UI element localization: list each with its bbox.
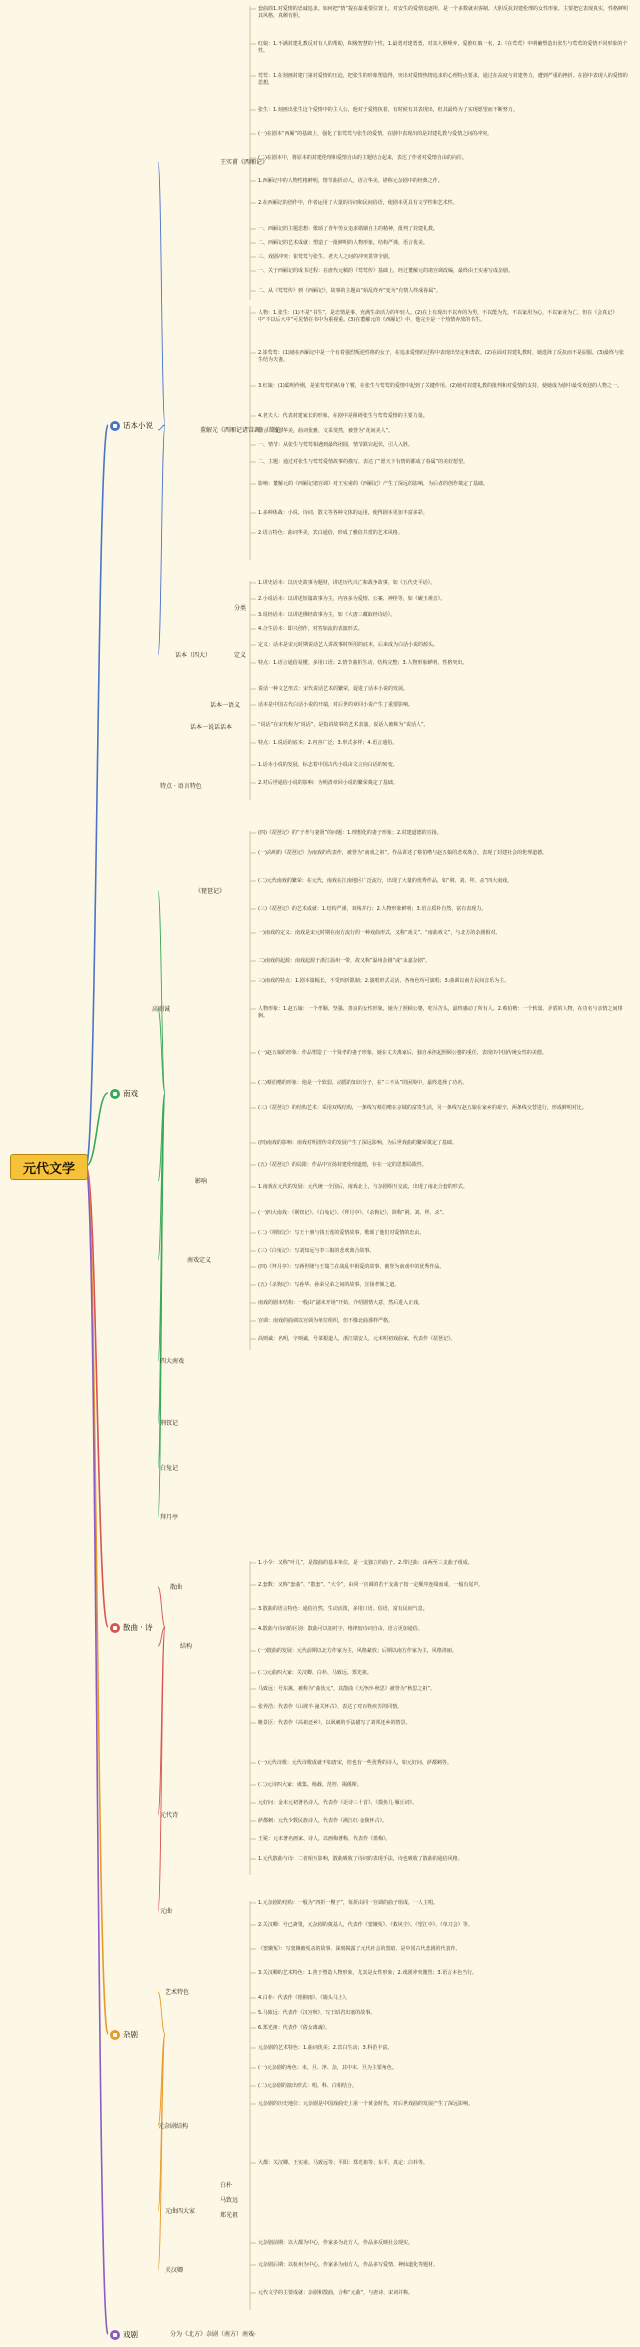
text-block: (一)散曲的发展：元代前期以北方作家为主，风格豪放；后期以南方作家为主，风格清丽。 bbox=[258, 1648, 457, 1654]
node-mazhi[interactable]: 马致远 bbox=[220, 2197, 239, 2204]
text-block: 4.老夫人：代表封建家长的形象，在剧中是阻碍张生与莺莺爱情的主要力量。 bbox=[258, 413, 428, 419]
book-icon bbox=[110, 421, 120, 431]
node-fenlei[interactable]: 分类 bbox=[234, 605, 247, 612]
text-block: (三)《琵琶记》的艺术成就：1.结构严谨，双线并行；2.人物形象鲜明；3.语言质朴自然，富有表现力。 bbox=[258, 906, 487, 912]
connector-line bbox=[158, 1627, 165, 1911]
text-block: 1.话本小说的发展，标志着中国古代小说由文言向白话的转变。 bbox=[258, 762, 398, 768]
scroll-icon bbox=[110, 1623, 120, 1633]
branch-xiju[interactable] bbox=[110, 2329, 138, 2340]
text-block: 2.崔莺莺：(1)她在西厢记中是一个有着强烈叛逆性格的女子，在追求爱情的过程中表现出坚定和勇敢。(2)在面对封建礼教时，她选择了反抗而不是屈服。(3)最终与张生结为夫妻。 bbox=[258, 350, 625, 364]
node-jingchai[interactable]: 荆钗记 bbox=[160, 1420, 179, 1427]
text-block: 3.红娘：(1)聪明伶俐，是崔莺莺的贴身丫鬟，在张生与莺莺的爱情中起到了关键作用。(2)她对封建礼教的批判和对爱情的支持，使她成为剧中最受欢迎的人物之一。 bbox=[258, 383, 622, 389]
stage-icon bbox=[110, 2330, 120, 2340]
text-block: 4.合生话本：即兴创作，对答如流的表演形式。 bbox=[258, 626, 363, 632]
text-block: 元杂剧前期：以大都为中心，作家多为北方人，作品多反映社会现实。 bbox=[258, 2240, 414, 2246]
text-block: (一)高明的《琵琶记》为南戏的代表作，被誉为“南戏之祖”。作品讲述了蔡伯喈与赵五娘的悲欢离合，表现了封建社会的伦理道德。 bbox=[258, 850, 548, 856]
text-block: 三、戏剧冲突：崔莺莺与张生、老夫人之间的冲突贯穿全剧。 bbox=[258, 254, 394, 260]
text-block: (一)四大南戏：《荆钗记》、《白兔记》、《拜月亭》、《杀狗记》，简称“荆、刘、拜、杀”。 bbox=[258, 1210, 448, 1216]
branch-label: 戏剧 bbox=[123, 2330, 138, 2339]
node-pipa[interactable]: 《琵琶记》 bbox=[195, 888, 226, 895]
node-zhengguang[interactable]: 郑光祖 bbox=[220, 2212, 239, 2219]
text-block: 二、西厢记的艺术成就：塑造了一批鲜明的人物形象，结构严谨，语言优美。 bbox=[258, 240, 429, 246]
mask-icon bbox=[110, 2030, 120, 2040]
node-sida-nanxi[interactable]: 四大南戏 bbox=[160, 1358, 185, 1365]
text-block: 大都：关汉卿、王实甫、马致远等；平阳：郑光祖等；东平、真定：白朴等。 bbox=[258, 2160, 429, 2166]
node-yuanshi[interactable]: 元代诗 bbox=[160, 1812, 179, 1819]
text-block: 二)南戏的起源：南戏起源于浙江温州一带，故又称“温州杂剧”或“永嘉杂剧”。 bbox=[258, 958, 431, 964]
text-block: (二)元诗四大家：虞集、杨载、范梈、揭傒斯。 bbox=[258, 1782, 362, 1788]
node-wangshi-xixiang[interactable]: 王实甫《西厢记》 bbox=[220, 159, 269, 166]
text-block: 2.语言特色：曲词华美，宾白通俗，形成了雅俗共赏的艺术风格。 bbox=[258, 530, 403, 536]
node-yingxiang[interactable]: 影响 bbox=[195, 1178, 208, 1185]
text-block: 4.散曲与诗词的区别：散曲可以加衬字，格律较诗词自由，语言更加通俗。 bbox=[258, 1626, 423, 1632]
connector-line bbox=[86, 1166, 108, 2334]
text-block: 1.小令：又称“叶儿”，是散曲的基本单位，是一支独立的曲子。2.带过曲：由两至三支曲子组成。 bbox=[258, 1560, 473, 1566]
text-block: 睢景臣：代表作《高祖还乡》，以讽刺的手法描写了刘邦还乡的情景。 bbox=[258, 1720, 411, 1726]
branch-zaju[interactable] bbox=[110, 2029, 138, 2040]
text-block: 张生：1.刻画出张生这个爱情中的主人公，他对于爱情执着，有时候有其表现出，但其最终为了实现愿望而不断努力。 bbox=[258, 107, 518, 113]
text-block: 3.说经话本：以讲述佛经故事为主，如《大唐三藏取经诗话》。 bbox=[258, 612, 396, 618]
connector-line bbox=[86, 1166, 108, 2034]
node-gaozeming[interactable]: 高则诚 bbox=[152, 1006, 171, 1013]
connector-line bbox=[158, 162, 165, 425]
text-block: 5.马致远：代表作《汉宫秋》，写王昭君出塞的故事。 bbox=[258, 2010, 376, 2016]
text-block: 红娘：1.不满封建礼教反对有人的帮助，积极智慧的个性，1.最勇对建勇勇，对其大胆唾弃，爱推红娘一名，2.《在莺莺》中明确塑造出张生与莺莺的爱情不同形象的个性。 bbox=[258, 41, 628, 55]
text-block: (二)元杂剧的演出形式：唱、科、白相结合。 bbox=[258, 2083, 357, 2089]
text-block: (一)赵五娘的形象：作品塑造了一个贤孝的妻子形象，她在丈夫离家后，独自承担起照顾公婆的重任，表现出中国传统女性的美德。 bbox=[258, 1050, 547, 1056]
node-huaben-shuohua[interactable]: 话本一说话话本 bbox=[190, 724, 233, 731]
text-block: 人物形象：1.赵五娘：一个孝顺、坚强、善良的女性形象，她为了照顾公婆，吃尽苦头，最终感动了所有人。2.蔡伯喈：一个软弱、矛盾的人物，在功名与亲情之间徘徊。 bbox=[258, 1006, 623, 1020]
text-block: 4.白朴：代表作《梧桐雨》、《墙头马上》。 bbox=[258, 1995, 351, 2001]
node-zaju-jiegou[interactable]: 元杂剧结构 bbox=[158, 2123, 189, 2130]
text-block: 二、主题：通过对张生与莺莺爱情故事的描写，表达了“愿天下有情的都成了眷属”的美好愿望。 bbox=[258, 459, 469, 465]
connector-line bbox=[158, 425, 165, 430]
text-block: 二、从《莺莺传》到《西厢记》，故事的主题由“始乱终弃”变为“有情人终成眷属”。 bbox=[258, 288, 441, 294]
text-block: (四)南戏的影响：南戏对明清传奇的发展产生了深远影响，为后世戏曲的繁荣奠定了基础。 bbox=[258, 1140, 457, 1146]
text-block: 王冕：元末著名画家、诗人，以画梅著称，代表作《墨梅》。 bbox=[258, 1836, 391, 1842]
connector-line bbox=[158, 891, 165, 1093]
text-block: (一)元杂剧的角色：末、旦、净、杂，其中末、旦为主要角色。 bbox=[258, 2065, 397, 2071]
text-block: 3.散曲的语言特色：通俗自然，生动活泼，多用口语、俗语，富有民间气息。 bbox=[258, 1606, 428, 1612]
root-node[interactable]: 元代文学 bbox=[10, 1154, 88, 1180]
theater-icon bbox=[110, 1089, 120, 1099]
text-block: (三)《琵琶记》的结构艺术：采用双线结构，一条线写蔡伯喈在京城的富贵生活，另一条线写赵五娘在家乡的艰辛，两条线交替进行，形成鲜明对比。 bbox=[258, 1105, 587, 1111]
text-block: 特点：1.语言通俗易懂，多用口语；2.情节曲折生动，结构完整；3.人物形象鲜明，性格突出。 bbox=[258, 660, 468, 666]
text-block: 高则诚：名明，字则诚，号菜根道人，浙江瑞安人，元末明初戏曲家，代表作《琵琶记》。 bbox=[258, 1336, 456, 1342]
branch-label: 散曲 · 诗 bbox=[123, 1623, 153, 1632]
node-huaben-sida[interactable]: 话本（四大） bbox=[175, 652, 212, 659]
text-block: 南戏的剧本结构：一般由“副末开场”开始，介绍剧情大意，然后进入正戏。 bbox=[258, 1300, 424, 1306]
text-block: 一、关于西厢记的成书过程：在唐代元稹的《莺莺传》基础上，经过董解元的诸宫调改编，最终由王实甫写成杂剧。 bbox=[258, 268, 514, 274]
branch-label: 南戏 bbox=[123, 1089, 138, 1098]
text-block: (一)元代诗歌：元代诗歌成就不如唐宋，但也有一些优秀的诗人，如元好问、萨都剌等。 bbox=[258, 1760, 452, 1766]
text-block: 话本是中国古代白话小说的开端，对后世的章回小说产生了重要影响。 bbox=[258, 702, 414, 708]
text-block: 马致远：号东篱，被称为“曲状元”，其散曲《天净沙·秋思》被誉为“秋思之祖”。 bbox=[258, 1686, 435, 1692]
node-dong-xixiang[interactable]: 董解元《西厢记诸宫调》（简论） bbox=[200, 427, 288, 434]
text-block: 2.套数：又称“套曲”、“散套”、“大令”，由同一宫调的若干支曲子按一定顺序连缀而成，一般有尾声。 bbox=[258, 1582, 484, 1588]
text-block: (五)《杀狗记》：写孙华、孙荣兄弟之间的故事，宣扬孝悌之道。 bbox=[258, 1282, 400, 1288]
node-nanxi-def[interactable]: 南戏定义 bbox=[187, 1257, 212, 1264]
branch-nanxi[interactable] bbox=[110, 1088, 138, 1099]
text-block: 特点：1.说话的底本；2.内容广泛；3.形式多样；4.语言通俗。 bbox=[258, 740, 398, 746]
text-block: 1.讲史话本：以历史故事为题材，讲述历代兴亡和战争故事，如《五代史平话》。 bbox=[258, 580, 436, 586]
text-block: 张养浩：代表作《山坡羊·潼关怀古》，表达了对百姓疾苦的同情。 bbox=[258, 1704, 403, 1710]
text-block: 2.关汉卿：号已斋叟，元杂剧的奠基人，代表作《窦娥冤》、《救风尘》、《望江亭》、《单刀会》等。 bbox=[258, 1922, 473, 1928]
text-block: (五)《琵琶记》的局限：作品中宣扬封建伦理道德，存在一定的思想局限性。 bbox=[258, 1162, 427, 1168]
text-block: (一)在剧本“西厢”的基础上，强化了崔莺莺与张生的爱情，在剧中表现出的是封建礼教与爱情之间的冲突。 bbox=[258, 131, 493, 137]
text-block: 影响：董解元的《西厢记诸宫调》对王实甫的《西厢记》产生了深远的影响，为后者的创作奠定了基础。 bbox=[258, 481, 489, 487]
text-block: 三)南戏的特点：1.剧本篇幅长，不受四折限制；2.演唱形式灵活，各角色均可演唱；3.曲调以南方民间音乐为主。 bbox=[258, 978, 510, 984]
text-block: 元杂剧的艺术特色：1.曲词优美；2.宾白生动；3.科范丰富。 bbox=[258, 2045, 393, 2051]
text-block: 1.元杂剧的结构：一般为“四折一楔子”，每折由同一宫调的曲子组成，一人主唱。 bbox=[258, 1900, 438, 1906]
node-four-masters[interactable]: 元曲四大家 bbox=[165, 2208, 196, 2215]
text-block: 1.多种体裁：小说、诗词、散文等各种文体的运用，使得剧本更加丰富多彩。 bbox=[258, 510, 428, 516]
text-block: 莺莺：1.在刻画封建门第对爱情的压迫，把张生的形象塑造得，突出对爱情热情追求的心理特点要求，通过在高度与封建势力，遭到严重的挫折。在剧中表现人的爱情的思想， bbox=[258, 73, 628, 87]
branch-sanqu-shi[interactable] bbox=[110, 1622, 153, 1633]
branch-huaben[interactable] bbox=[110, 420, 153, 431]
node-yuanqu[interactable]: 元曲 bbox=[160, 1908, 173, 1915]
node-yishu[interactable]: 艺术特色 bbox=[165, 1989, 190, 1996]
connector-line bbox=[86, 425, 108, 1166]
connector-line bbox=[158, 1587, 165, 1627]
text-block: 分为《北方》杂剧（南方）南戏 bbox=[170, 2331, 255, 2338]
text-block: 1.元代散曲与诗：二者相互影响，散曲吸收了诗词的表现手法，诗也吸收了散曲的通俗风格。 bbox=[258, 1856, 463, 1862]
text-block: 元代文学的主要成就：杂剧和散曲，合称“元曲”，与唐诗、宋词并称。 bbox=[258, 2290, 414, 2296]
text-block: 1.西厢记中的人物性格鲜明，情节曲折动人，语言华美，堪称元杂剧中的经典之作。 bbox=[258, 178, 443, 184]
node-dingyi[interactable]: 定义 bbox=[234, 652, 247, 659]
text-block: 定义：话本是宋元时期说话艺人讲故事时所用的底本，后来成为白话小说的源头。 bbox=[258, 642, 439, 648]
text-block: 1.南戏在元代的发展：元代统一全国后，南戏北上，与杂剧相互交流，出现了南北合套的形式。 bbox=[258, 1184, 468, 1190]
text-block: (四)《拜月亭》：写蒋世隆与王瑞兰在战乱中相爱的故事，被誉为南戏中的优秀作品。 bbox=[258, 1264, 445, 1270]
text-block: 人物：1.张生：(1)不是“书生”，是忠情是事、充满生命活力的年轻人。(2)在上有现出不以弃的为男，不以能为先，不以家用为心，不以家业为亡，但在《会真记》中“不以后大中”可见情在书中为重视重。(3)在董解元的《西厢记》中，他完全是一个热情奔放的书生。 bbox=[258, 310, 618, 324]
node-baiyue[interactable]: 拜月亭 bbox=[160, 1514, 179, 1521]
text-block: 2.在西厢记的创作中，作者运用了大量的诗词和民间俗语，使剧本更具有文学性和艺术性。 bbox=[258, 200, 458, 206]
text-block: (二)元代南戏的繁荣：在元代，南戏在江南地区广泛流行，出现了大量的优秀作品，如“荆、刘、拜、杀”四大南戏。 bbox=[258, 878, 513, 884]
text-block: 宫调：南戏的曲调以宫调为单位组织，但不像北曲那样严格。 bbox=[258, 1318, 394, 1324]
branch-label: 杂剧 bbox=[123, 2030, 138, 2039]
node-tedian[interactable]: 特点 · 语言特色 bbox=[160, 783, 202, 790]
node-baipu[interactable]: 白朴 bbox=[220, 2182, 233, 2189]
text-block: 套曲简1.对爱情的忠诚追求。如何把“情”提在最重要位置上，对安生的爱情追逐所，是一个多数就卖客制。大胆反抗封建伦理的女性形象，主要把它表现真实，性格鲜明其风格，真颇有胆。 bbox=[258, 6, 628, 20]
node-jiegou[interactable]: 结构 bbox=[180, 1643, 193, 1650]
text-block: 一)南戏的定义：南戏是宋元时期在南方流行的一种戏曲形式，又称“戏文”、“南曲戏文”，与北方的杂剧相对。 bbox=[258, 930, 501, 936]
connector-line bbox=[158, 1992, 165, 2034]
text-block: 《窦娥冤》：写窦娥被冤杀的故事，深刻揭露了元代社会的黑暗，是中国古代悲剧的代表作。 bbox=[258, 1946, 461, 1952]
text-block: (二)蔡伯喈的形象：他是一个软弱、动摇的知识分子，在“三不从”的困境中，最终选择了功名。 bbox=[258, 1080, 468, 1086]
text-block: (四)《琵琶记》的“子孝与妻贤”的问题：1.理想化的妻子形象；2.封建道德的宣扬。 bbox=[258, 830, 442, 836]
text-block: “说话”在宋代称为“说话”，是指讲故事的艺术表演，说话人被称为“说话人”。 bbox=[258, 722, 429, 728]
text-block: (三)《白兔记》：写刘知远与李三娘的悲欢离合故事。 bbox=[258, 1248, 375, 1254]
text-block: 元杂剧后期：以杭州为中心，作家多为南方人，作品多写爱情、神仙道化等题材。 bbox=[258, 2262, 439, 2268]
text-block: (二)在剧本中，将原本的封建伦理和爱情自由的主题结合起来，表达了作者对爱情自由的向往。 bbox=[258, 155, 467, 161]
text-block: (二)元曲四大家：关汉卿、白朴、马致远、郑光祖。 bbox=[258, 1670, 372, 1676]
text-block: 萨都剌：元代少数民族诗人，代表作《满江红·金陵怀古》。 bbox=[258, 1818, 388, 1824]
text-block: 2.对后世通俗小说的影响：为明清章回小说的繁荣奠定了基础。 bbox=[258, 780, 398, 786]
node-baitu[interactable]: 白兔记 bbox=[160, 1465, 179, 1472]
text-block: 2.小说话本：以讲述短篇故事为主，内容多为爱情、公案、神怪等，如《碾玉观音》。 bbox=[258, 596, 446, 602]
text-block: (二)《荆钗记》：写王十朋与钱玉莲的爱情故事，歌颂了他们对爱情的忠贞。 bbox=[258, 1230, 425, 1236]
text-block: 6.郑光祖：代表作《倩女离魂》。 bbox=[258, 2025, 331, 2031]
text-block: 一、西厢记的主题思想：歌颂了青年男女追求婚姻自主的精神，批判了封建礼教。 bbox=[258, 226, 439, 232]
node-hanqing[interactable]: 关汉卿 bbox=[165, 2267, 184, 2274]
text-block: 元好问：金末元初著名诗人，代表作《论诗三十首》、《摸鱼儿·雁丘词》。 bbox=[258, 1800, 418, 1806]
node-sanqu[interactable]: 散曲 bbox=[170, 1584, 183, 1591]
text-block: 一、情节：从张生与莺莺相遇到最终团圆，情节跌宕起伏，引人入胜。 bbox=[258, 442, 414, 448]
branch-label: 话本小说 bbox=[123, 421, 153, 430]
text-block: 元杂剧的历史地位：元杂剧是中国戏曲史上第一个黄金时代，对后世戏曲的发展产生了深远影响。 bbox=[258, 2101, 474, 2107]
connector-line bbox=[158, 425, 165, 655]
text-block: 3.关汉卿的艺术特色：1.善于塑造人物形象，尤其是女性形象；2.戏剧冲突激烈；3.语言本色当行。 bbox=[258, 1970, 478, 1976]
node-huaben-yiyu[interactable]: 话本一语义 bbox=[210, 702, 241, 709]
text-block: 说话一种文艺形式：宋代说话艺术的繁荣，促进了话本小说的发展。 bbox=[258, 686, 409, 692]
text-block: 语言：语言华美，曲词优雅，文采斐然，被誉为“花间美人”。 bbox=[258, 428, 394, 434]
